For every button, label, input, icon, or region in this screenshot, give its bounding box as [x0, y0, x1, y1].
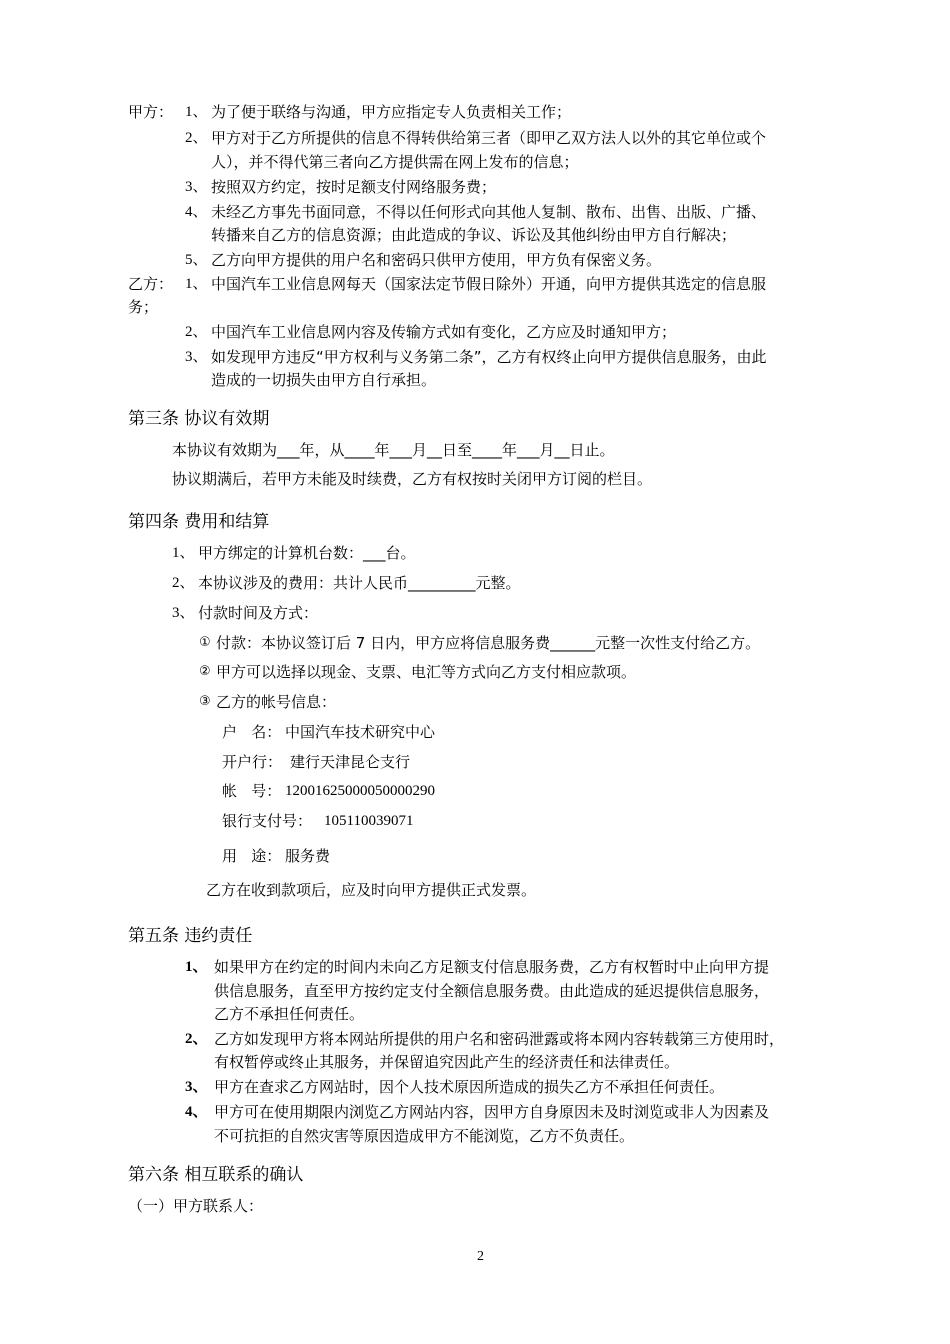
payment-subitem-number: ① — [199, 635, 211, 650]
article-3-heading: 第三条 协议有效期 — [128, 409, 270, 429]
fee-item-number: 2、 — [172, 575, 195, 591]
account-name-value: 中国汽车技术研究中心 — [285, 723, 436, 741]
bank-payment-code-value: 105110039071 — [324, 813, 414, 829]
party-b-item-continuation: 务； — [128, 298, 159, 316]
page-number: 2 — [477, 1249, 484, 1264]
account-bank-value: 建行天津昆仑支行 — [290, 753, 411, 771]
party-a-item-continuation: 转播来自乙方的信息资源；由此造成的争议、诉讼及其他纠纷由甲方自行解决； — [211, 226, 737, 244]
account-number-value: 12001625000050000290 — [285, 783, 435, 799]
party-b-item-text: 中国汽车工业信息网内容及传输方式如有变化，乙方应及时通知甲方； — [211, 323, 677, 341]
party-b-item-continuation: 造成的一切损失由甲方自行承担。 — [211, 371, 437, 389]
account-usage-label: 用 途： — [222, 847, 282, 865]
party-b-item-number: 2、 — [185, 324, 208, 340]
liability-item-number: 2、 — [185, 1031, 208, 1047]
fee-item-text: 甲方绑定的计算机台数：___台。 — [198, 544, 416, 562]
liability-item-line: 乙方不承担任何责任。 — [214, 1005, 365, 1023]
party-a-contact-heading: （一）甲方联系人： — [128, 1197, 264, 1215]
party-b-item-number: 3、 — [185, 349, 208, 365]
party-a-item-text: 乙方向甲方提供的用户名和密码只供甲方使用，甲方负有保密义务。 — [211, 251, 662, 269]
validity-period-line: 本协议有效期为___年，从____年___月__日至____年___月__日止。 — [172, 441, 615, 459]
liability-item-line: 如果甲方在约定的时间内未向乙方足额支付信息服务费，乙方有权暂时中止向甲方提 — [214, 958, 770, 976]
party-a-item-number: 4、 — [185, 204, 208, 220]
liability-item-number: 3、 — [185, 1079, 208, 1095]
party-a-item-number: 1、 — [185, 104, 208, 120]
party-a-item-text: 按照双方约定，按时足额支付网络服务费； — [211, 178, 497, 196]
account-name-label: 户 名： — [222, 723, 282, 741]
party-a-item-number: 5、 — [185, 252, 208, 268]
liability-item-line: 有权暂停或终止其服务，并保留追究因此产生的经济责任和法律责任。 — [214, 1053, 680, 1071]
renewal-line: 协议期满后，若甲方未能及时续费，乙方有权按时关闭甲方订阅的栏目。 — [172, 470, 653, 488]
account-bank-label: 开户行： — [222, 753, 283, 771]
article-4-heading: 第四条 费用和结算 — [128, 512, 270, 532]
party-a-item-number: 2、 — [185, 130, 208, 146]
account-number-label: 帐 号： — [222, 782, 282, 800]
party-a-item-text: 未经乙方事先书面同意，不得以任何形式向其他人复制、散布、出售、出版、广播、 — [211, 203, 767, 221]
liability-item-line: 供信息服务，直至甲方按约定支付全额信息服务费。由此造成的延迟提供信息服务， — [214, 982, 770, 1000]
payment-subitem-text: 付款：本协议签订后 7 日内，甲方应将信息服务费______元整一次性支付给乙方。 — [216, 634, 761, 652]
party-b-item-text: 中国汽车工业信息网每天（国家法定节假日除外）开通，向甲方提供其选定的信息服 — [211, 275, 767, 293]
fee-item-number: 1、 — [172, 545, 195, 561]
fee-item-text: 本协议涉及的费用：共计人民币_________元整。 — [198, 574, 521, 592]
liability-item-line: 甲方在查求乙方网站时，因个人技术原因所造成的损失乙方不承担任何责任。 — [214, 1078, 725, 1096]
payment-subitem-number: ③ — [199, 694, 211, 709]
liability-item-line: 乙方如发现甲方将本网站所提供的用户名和密码泄露或将本网内容转载第三方使用时， — [214, 1030, 785, 1048]
fee-item-number: 3、 — [172, 605, 195, 621]
party-b-item-text: 如发现甲方违反“甲方权利与义务第二条”，乙方有权终止向甲方提供信息服务，由此 — [211, 348, 767, 366]
liability-item-number: 1、 — [185, 959, 208, 975]
party-a-item-text: 甲方对于乙方所提供的信息不得转供给第三者（即甲乙双方法人以外的其它单位或个 — [211, 129, 767, 147]
account-usage-value: 服务费 — [285, 847, 331, 865]
article-5-heading: 第五条 违约责任 — [128, 926, 253, 946]
party-b-label: 乙方： — [128, 275, 174, 293]
party-a-item-text: 为了便于联络与沟通，甲方应指定专人负责相关工作； — [211, 103, 572, 121]
article-6-heading: 第六条 相互联系的确认 — [128, 1165, 304, 1185]
liability-item-line: 甲方可在使用期限内浏览乙方网站内容，因甲方自身原因未及时浏览或非人为因素及 — [214, 1103, 770, 1121]
payment-subitem-text: 甲方可以选择以现金、支票、电汇等方式向乙方支付相应款项。 — [216, 663, 637, 681]
invoice-note: 乙方在收到款项后，应及时向甲方提供正式发票。 — [206, 881, 537, 899]
liability-item-line: 不可抗拒的自然灾害等原因造成甲方不能浏览，乙方不负责任。 — [214, 1127, 635, 1145]
payment-subitem-number: ② — [199, 664, 211, 679]
payment-subitem-text: 乙方的帐号信息： — [216, 693, 337, 711]
liability-item-number: 4、 — [185, 1104, 208, 1120]
party-a-item-continuation: 人），并不得代第三者向乙方提供需在网上发布的信息； — [211, 153, 579, 171]
party-a-item-number: 3、 — [185, 179, 208, 195]
fee-item-text: 付款时间及方式： — [198, 604, 319, 622]
party-a-label: 甲方： — [128, 103, 174, 121]
bank-payment-code-label: 银行支付号： — [222, 812, 313, 830]
party-b-item-number: 1、 — [185, 276, 208, 292]
